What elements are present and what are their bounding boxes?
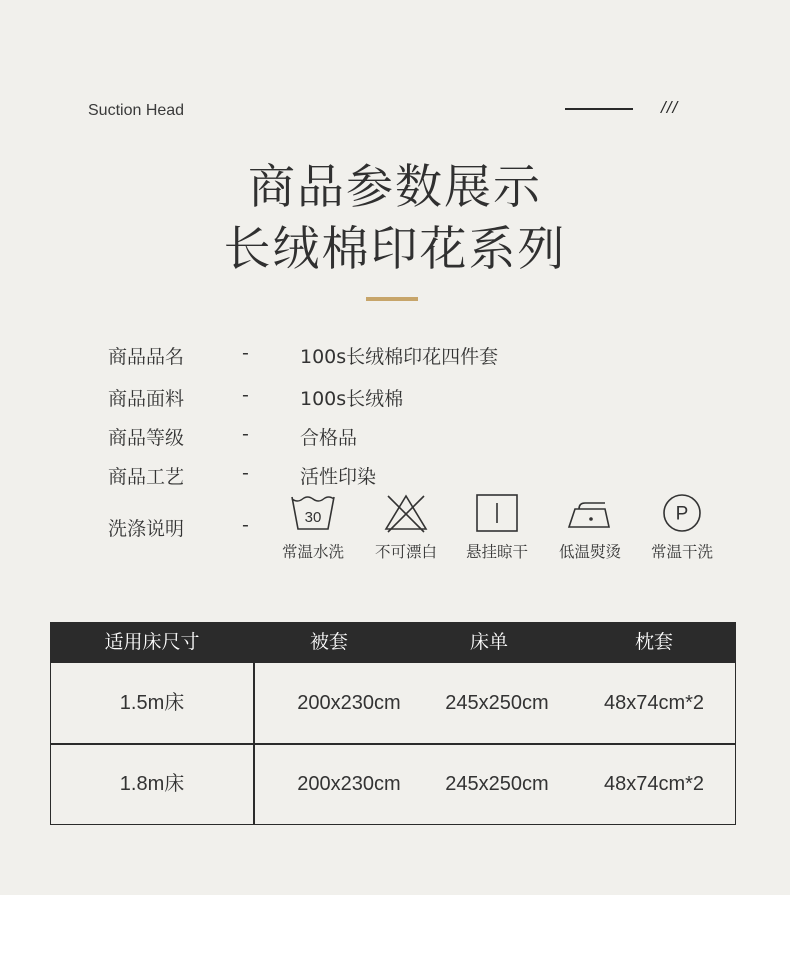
care-label-dry-clean: 常温干洗 [650,543,713,561]
dry-clean-letter: P [675,503,689,525]
wash-temperature: 30 [304,509,322,526]
table-cell-duvet: 200x230cm [297,773,401,795]
care-label-no-bleach: 不可漂白 [374,543,437,561]
param-label: 商品面料 [108,388,185,410]
brand-name: Suction Head [88,102,185,119]
param-dash: - [242,423,249,445]
param-dash: - [242,384,249,406]
param-value: 100s长绒棉 [300,388,404,410]
table-cell-pillow: 48x74cm*2 [603,692,705,714]
line-dry-icon [474,493,520,533]
param-label: 商品工艺 [108,466,185,488]
care-label-wash: 常温水洗 [281,543,344,561]
care-label-iron: 低温熨烫 [558,543,621,561]
table-header [51,623,735,663]
table-cell-sheet: 245x250cm [445,692,549,714]
param-dash: - [242,514,249,536]
no-bleach-icon [383,493,429,533]
header-pillowcase: 枕套 [634,631,673,653]
dry-clean-icon [660,493,704,533]
wash-30-icon [290,493,336,533]
param-label: 商品等级 [108,427,185,449]
header-bed-sheet: 床单 [469,631,508,653]
param-dash: - [242,462,249,484]
decorative-slashes: /// [661,98,679,117]
param-label: 洗涤说明 [108,518,185,540]
param-value: 活性印染 [300,466,377,488]
header-duvet-cover: 被套 [309,631,348,653]
table-cell-bed-size: 1.5m床 [119,692,185,714]
page-subtitle: 长绒棉印花系列 [223,222,567,277]
size-table [50,622,736,825]
page-title: 商品参数展示 [248,160,542,215]
param-value: 100s长绒棉印花四件套 [300,346,499,368]
table-cell-pillow: 48x74cm*2 [603,773,705,795]
param-dash: - [242,342,249,364]
param-label: 商品品名 [108,346,185,368]
table-cell-bed-size: 1.8m床 [119,773,185,795]
table-cell-sheet: 245x250cm [445,773,549,795]
gold-accent-bar [366,297,418,301]
iron-low-icon [565,493,615,533]
care-label-line-dry: 悬挂晾干 [465,543,528,561]
decorative-line [565,108,633,110]
param-value: 合格品 [300,427,358,449]
table-cell-duvet: 200x230cm [297,692,401,714]
header-bed-size: 适用床尺寸 [104,631,200,653]
